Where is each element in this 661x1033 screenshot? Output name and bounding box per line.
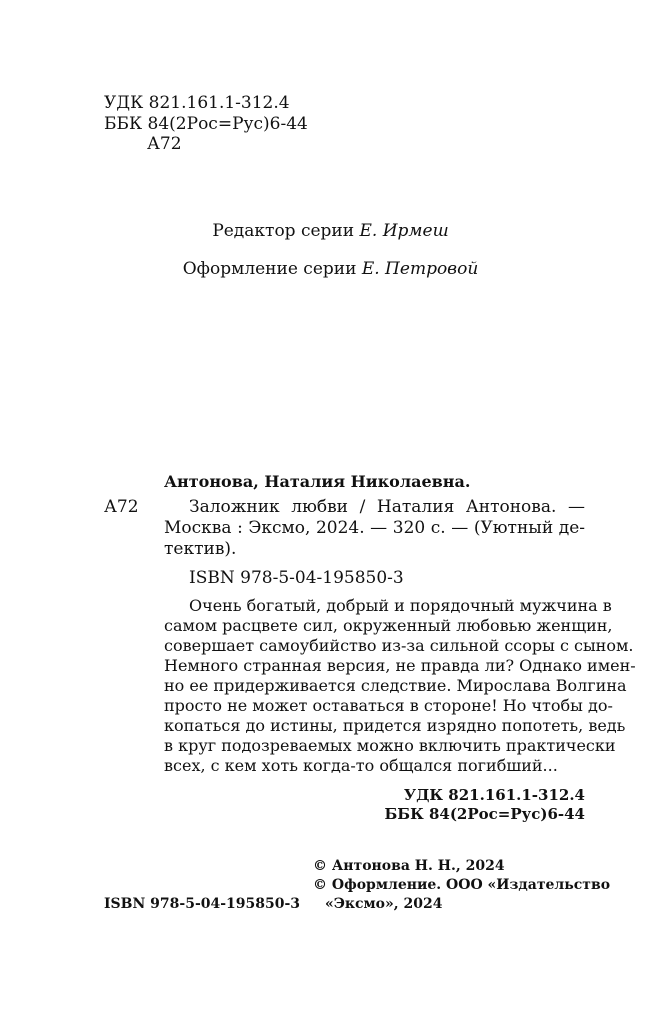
copyright-author: © Антонова Н. Н., 2024 [313, 858, 505, 874]
annotation-line-4: Немного странная версия, не правда ли? Однако имен- [164, 656, 636, 675]
annotation-line-3: совершает самоубийство из-за сильной ссоры с сыном. [164, 636, 634, 655]
annotation-line-8: в круг подозреваемых можно включить практически [164, 736, 616, 755]
series-editor-name: Е. Ирмеш [359, 221, 449, 241]
bib-line-1: Заложник любви / Наталия Антонова. — [189, 497, 585, 517]
classification-bbk: ББК 84(2Рос=Рус)6-44 [384, 805, 585, 823]
bib-code: А72 [104, 497, 139, 517]
annotation-line-7: копаться до истины, придется изрядно попотеть, ведь [164, 716, 626, 735]
series-design-label: Оформление серии [182, 259, 357, 279]
header-udk: УДК 821.161.1-312.4 [104, 93, 290, 113]
series-editor-label: Редактор серии [212, 221, 355, 241]
copyright-design: © Оформление. ООО «Издательство [313, 877, 611, 893]
bib-line-2: Москва : Эксмо, 2024. — 320 с. — (Уютный де- [164, 518, 585, 538]
series-design-name: Е. Петровой [361, 259, 479, 279]
classification-udk: УДК 821.161.1-312.4 [403, 786, 585, 804]
header-code: А72 [147, 134, 182, 154]
annotation-line-6: просто не может оставаться в стороне! Но чтобы до- [164, 696, 613, 715]
copyright-publisher: «Эксмо», 2024 [325, 896, 443, 912]
header-bbk: ББК 84(2Рос=Рус)6-44 [104, 114, 308, 134]
footer-isbn: ISBN 978-5-04-195850-3 [104, 896, 301, 912]
bib-line-3: тектив). [164, 539, 237, 559]
bib-author: Антонова, Наталия Николаевна. [164, 472, 471, 491]
bib-isbn: ISBN 978-5-04-195850-3 [189, 568, 404, 588]
series-editor [0, 221, 661, 241]
annotation-line-2: самом расцвете сил, окруженный любовью женщин, [164, 616, 613, 635]
annotation-line-9: всех, с кем хоть когда-то общался погибший... [164, 756, 558, 775]
annotation-line-5: но ее придерживается следствие. Мирослава Волгина [164, 676, 627, 695]
series-design [0, 259, 661, 279]
annotation-line-1: Очень богатый, добрый и порядочный мужчина в [189, 596, 612, 615]
